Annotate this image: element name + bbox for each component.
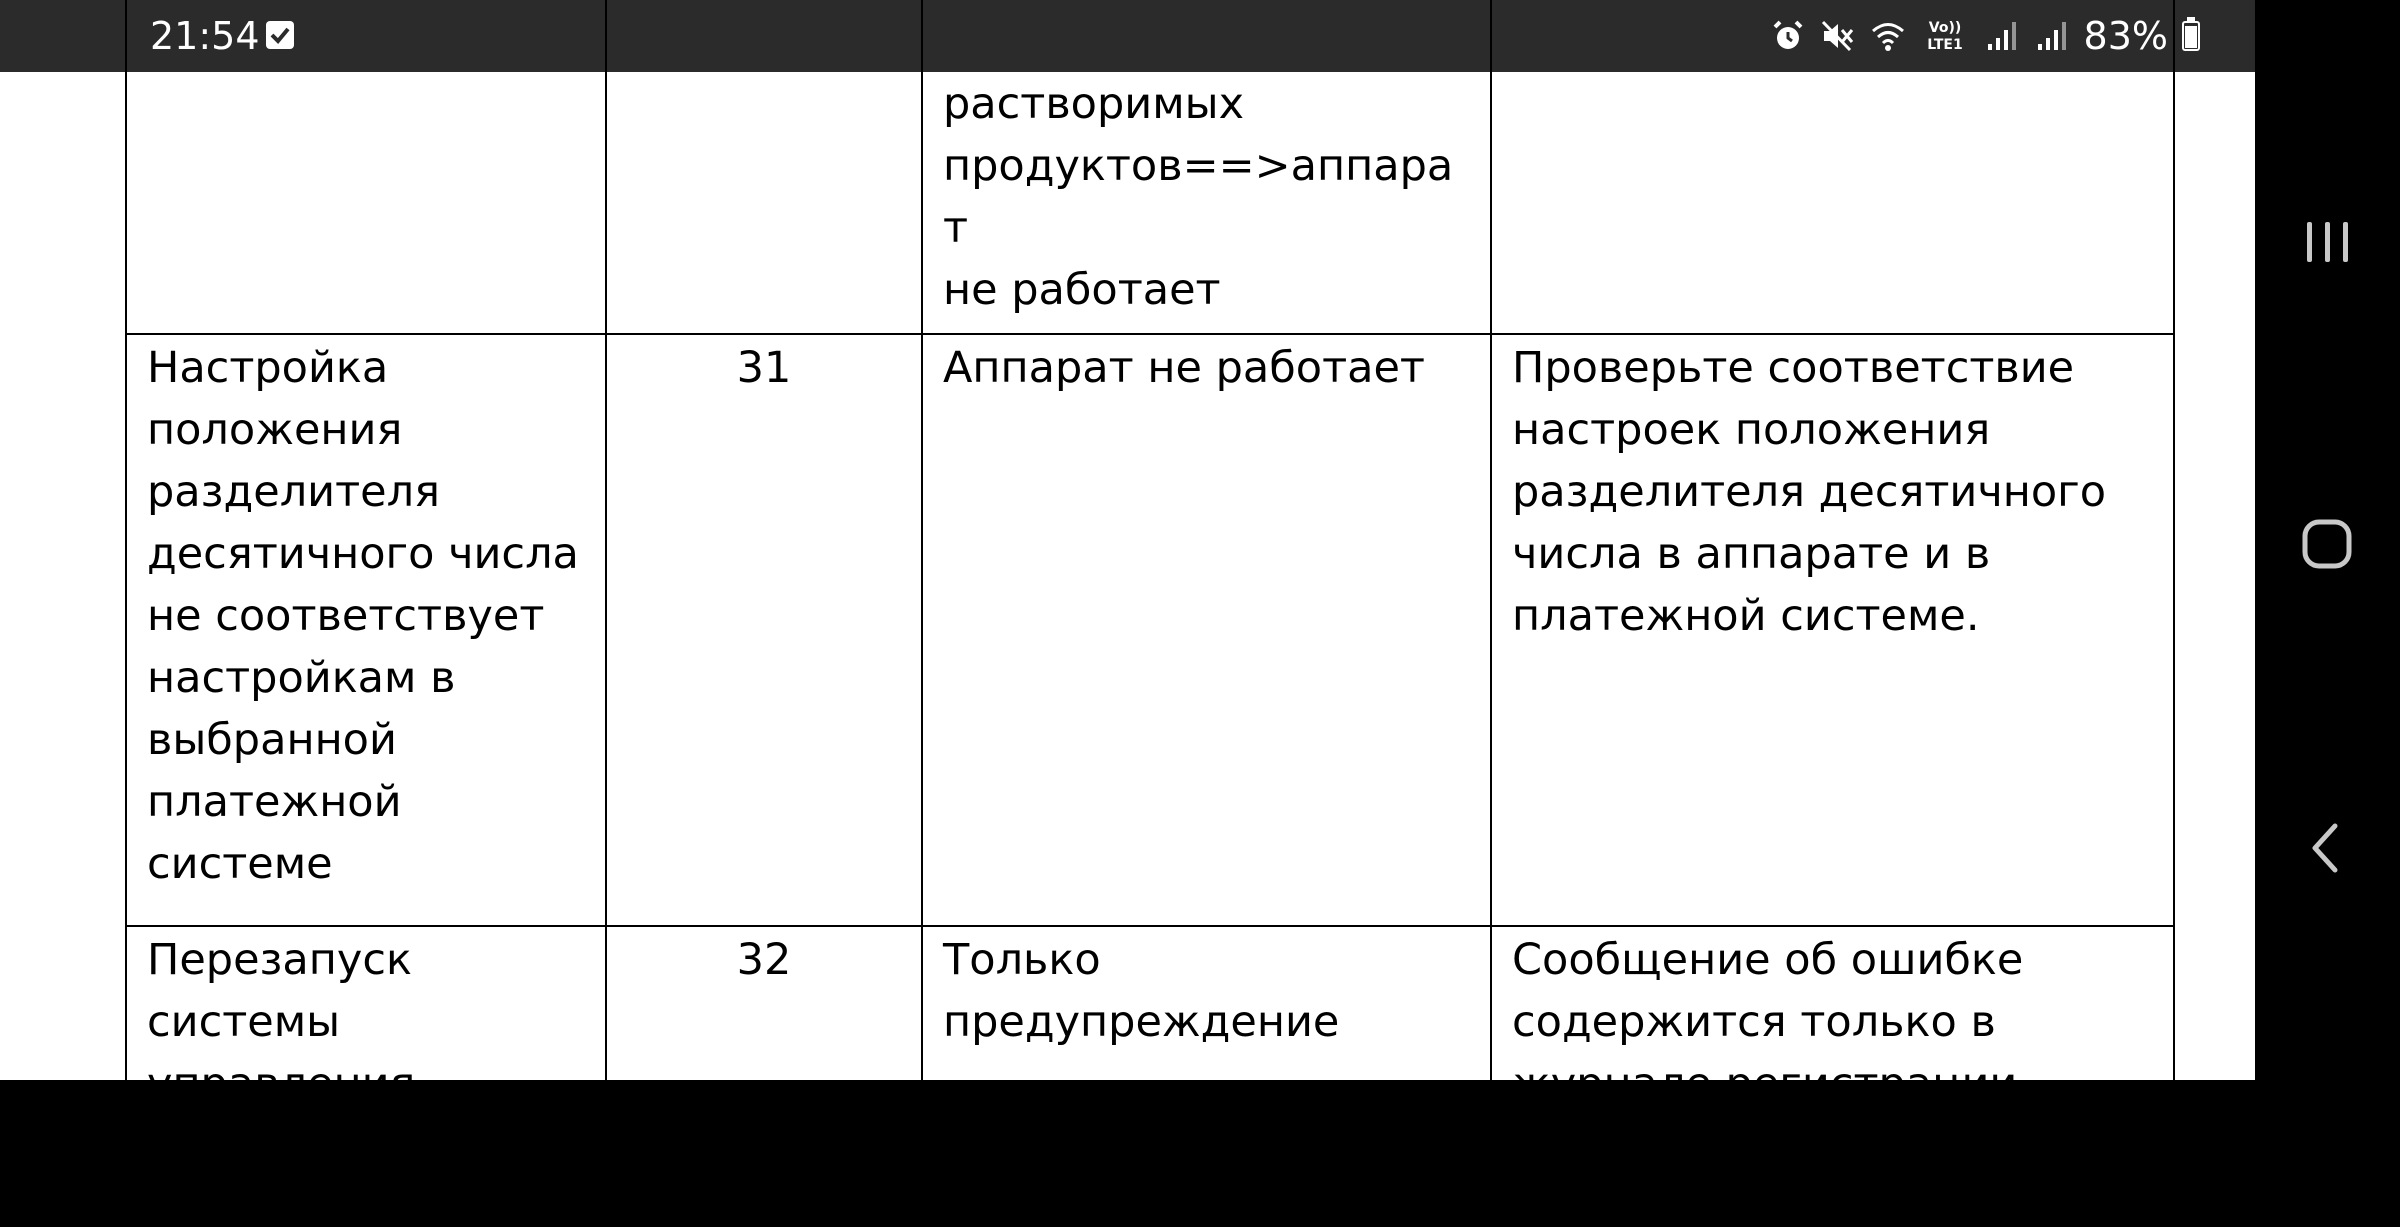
table-cell xyxy=(1491,926,2174,1226)
volte-label-top: Vo)) xyxy=(1928,20,1961,36)
recent-apps-button[interactable] xyxy=(2277,192,2377,292)
cell-text: 31 xyxy=(736,343,792,393)
battery-fill xyxy=(2185,26,2197,48)
recent-apps-icon xyxy=(2277,192,2377,292)
cell-text: растворимых продуктов==>аппарат не работает xyxy=(943,79,1454,315)
table-cell xyxy=(606,926,922,1226)
table-cell xyxy=(922,926,1491,1226)
cell-text: Настройка положения разделителя десятичного числа не соответствует настройкам в выбранной платежной системе xyxy=(147,343,579,889)
table-cell xyxy=(1491,0,2174,334)
table-row xyxy=(126,0,2174,334)
table-row xyxy=(126,926,2174,1226)
cell-text: 32 xyxy=(736,935,792,985)
table-cell xyxy=(922,334,1491,926)
home-button[interactable] xyxy=(2277,494,2377,594)
status-time: 21:54 xyxy=(150,14,260,58)
table-cell xyxy=(606,334,922,926)
home-icon xyxy=(2277,494,2377,594)
document-view[interactable] xyxy=(0,72,2255,1109)
back-icon xyxy=(2277,798,2377,898)
cell-text: Сообщение об ошибке содержится только в журнале регистрации xyxy=(1512,935,2024,1109)
battery-icon xyxy=(2182,21,2200,51)
battery-percent: 83% xyxy=(2083,14,2168,58)
volte-label-bottom: LTE1 xyxy=(1926,37,1963,53)
cell-text: Перезапуск системы управления xyxy=(147,935,416,1109)
table-cell xyxy=(922,0,1491,334)
cell-text: Только предупреждение xyxy=(943,935,1340,1047)
navigation-bar xyxy=(2255,0,2400,1080)
table-cell xyxy=(126,0,606,334)
table-cell xyxy=(126,926,606,1226)
table-cell xyxy=(606,0,922,334)
table-row xyxy=(126,334,2174,926)
error-table xyxy=(125,0,2175,1227)
cell-text: Аппарат не работает xyxy=(943,343,1425,393)
cell-text: Проверьте соответствие настроек положения разделителя десятичного числа в аппарате и в платежной системе. xyxy=(1512,343,2107,641)
table-cell xyxy=(126,334,606,926)
back-button[interactable] xyxy=(2277,798,2377,898)
table-cell xyxy=(1491,334,2174,926)
